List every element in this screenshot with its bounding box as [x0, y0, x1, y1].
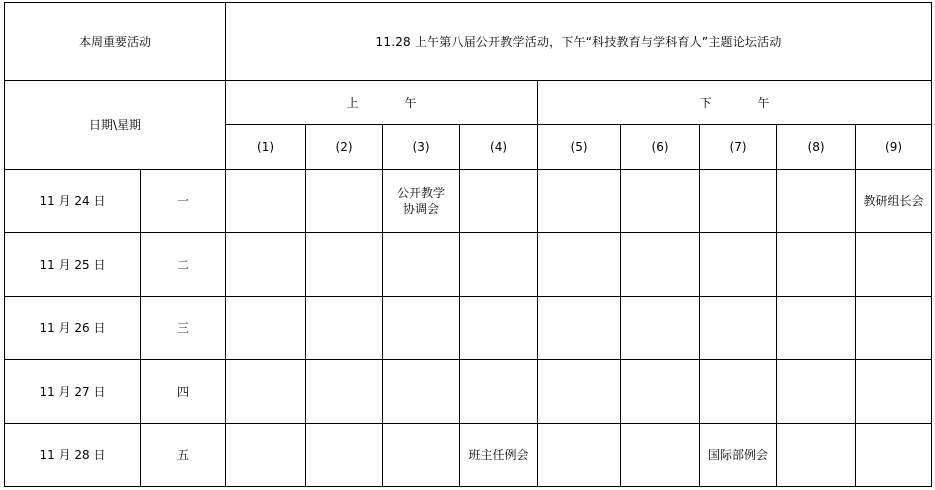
activity-text: 公开教学协调会 [397, 186, 446, 216]
schedule-cell [460, 360, 538, 424]
schedule-cell [700, 170, 777, 233]
morning-char-2: 午 [404, 95, 417, 110]
schedule-cell [538, 233, 621, 297]
schedule-cell [777, 424, 856, 487]
schedule-cell [777, 360, 856, 424]
schedule-cell [856, 360, 932, 424]
period-header: (9) [856, 125, 932, 170]
morning-char-1: 上 [346, 95, 359, 110]
schedule-cell [226, 424, 306, 487]
schedule-cell [856, 297, 932, 360]
date-cell: 11 月 26 日 [5, 297, 141, 360]
schedule-cell [383, 424, 460, 487]
period-header: (7) [700, 125, 777, 170]
schedule-cell [383, 233, 460, 297]
schedule-cell [621, 170, 700, 233]
schedule-cell [460, 170, 538, 233]
schedule-cell [538, 424, 621, 487]
schedule-cell [226, 297, 306, 360]
table-row [5, 360, 932, 424]
date-cell: 11 月 24 日 [5, 170, 141, 233]
schedule-cell [700, 233, 777, 297]
table-row [5, 424, 932, 487]
weekly-activity-label: 本周重要活动 [5, 3, 226, 81]
schedule-cell [538, 297, 621, 360]
schedule-cell [700, 297, 777, 360]
afternoon-header [538, 81, 932, 125]
schedule-cell [856, 424, 932, 487]
afternoon-char-1: 下 [699, 95, 712, 110]
weekly-activity-text: 11.28 上午第八届公开教学活动，下午“科技教育与学科育人”主题论坛活动 [226, 3, 932, 81]
period-header: (1) [226, 125, 306, 170]
date-day-header: 日期\星期 [5, 81, 226, 170]
weekly-activity-row [5, 3, 932, 81]
period-header: (2) [306, 125, 383, 170]
schedule-cell [621, 424, 700, 487]
schedule-cell [777, 297, 856, 360]
schedule-sheet [4, 2, 932, 487]
date-cell: 11 月 25 日 [5, 233, 141, 297]
table-row [5, 170, 932, 233]
schedule-cell [306, 424, 383, 487]
date-cell: 11 月 27 日 [5, 360, 141, 424]
schedule-cell [226, 360, 306, 424]
weekday-cell: 三 [141, 297, 226, 360]
schedule-cell [306, 233, 383, 297]
schedule-cell: 教研组长会 [856, 170, 932, 233]
schedule-cell [777, 233, 856, 297]
schedule-cell [383, 170, 460, 233]
weekday-cell: 一 [141, 170, 226, 233]
weekday-cell: 二 [141, 233, 226, 297]
weekday-cell: 五 [141, 424, 226, 487]
schedule-cell [226, 233, 306, 297]
schedule-cell [306, 170, 383, 233]
schedule-cell [621, 360, 700, 424]
schedule-cell [538, 360, 621, 424]
schedule-cell [306, 297, 383, 360]
schedule-cell [460, 233, 538, 297]
table-row [5, 233, 932, 297]
afternoon-char-2: 午 [757, 95, 770, 110]
weekly-schedule-table [4, 2, 932, 487]
period-header: (4) [460, 125, 538, 170]
schedule-cell [460, 297, 538, 360]
schedule-cell [383, 360, 460, 424]
period-header: (6) [621, 125, 700, 170]
schedule-cell [700, 360, 777, 424]
period-header: (5) [538, 125, 621, 170]
schedule-cell: 班主任例会 [460, 424, 538, 487]
period-header: (3) [383, 125, 460, 170]
schedule-cell [856, 233, 932, 297]
weekday-cell: 四 [141, 360, 226, 424]
schedule-cell [383, 297, 460, 360]
date-cell: 11 月 28 日 [5, 424, 141, 487]
schedule-cell [621, 297, 700, 360]
schedule-cell [538, 170, 621, 233]
schedule-cell [621, 233, 700, 297]
schedule-cell [226, 170, 306, 233]
schedule-cell [777, 170, 856, 233]
schedule-cell: 国际部例会 [700, 424, 777, 487]
morning-header [226, 81, 538, 125]
period-header: (8) [777, 125, 856, 170]
table-row [5, 297, 932, 360]
half-day-header-row [5, 81, 932, 125]
schedule-cell [306, 360, 383, 424]
